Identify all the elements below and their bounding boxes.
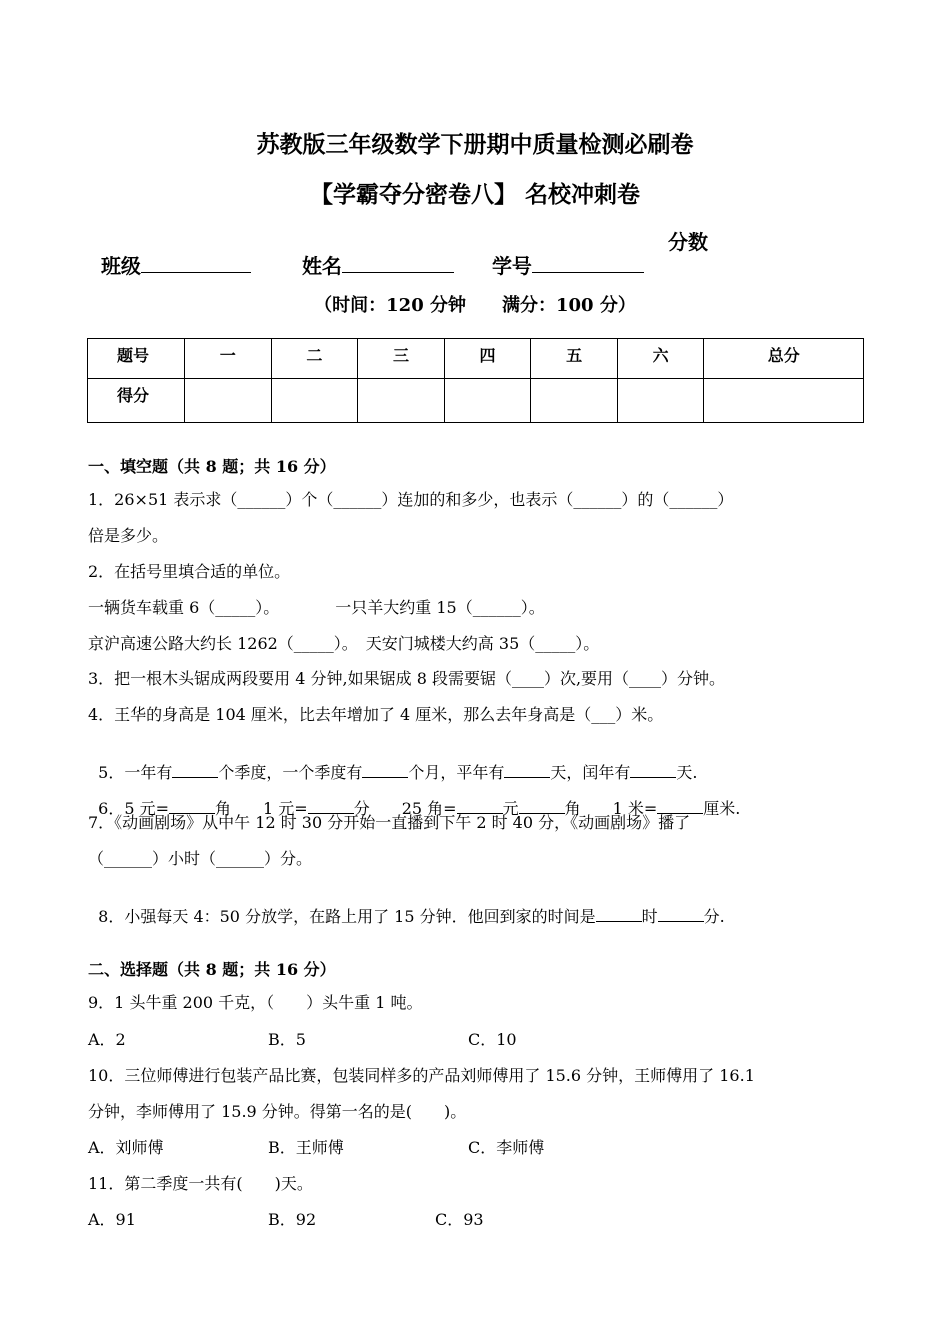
q8 xyxy=(88,884,725,928)
id-blank[interactable] xyxy=(532,258,644,273)
q10-option-c[interactable]: C．李师傅 xyxy=(468,1138,545,1157)
col-header: 二 xyxy=(271,339,358,379)
q11-option-a[interactable]: A．91 xyxy=(88,1210,136,1229)
score-table-header-row xyxy=(88,339,864,379)
q10-line2: 分钟，李师傅用了 15.9 分钟。得第一名的是( )。 xyxy=(88,1102,467,1121)
q9: 9．1 头牛重 200 千克，（ ）头牛重 1 吨。 xyxy=(88,993,423,1012)
score-cell[interactable] xyxy=(444,379,531,423)
q2-line1: 一辆货车载重 6（_____）。 一只羊大约重 15（______）。 xyxy=(88,598,545,617)
q6-text: 6．5 元= xyxy=(98,799,170,818)
score-cell[interactable] xyxy=(531,379,618,423)
q5-text: 个月，平年有 xyxy=(408,763,505,782)
section2-heading: 二、选择题（共 8 题；共 16 分） xyxy=(88,960,336,979)
answer-blank[interactable] xyxy=(596,907,642,922)
score-table xyxy=(87,338,864,423)
q6-text: 元 xyxy=(502,799,519,818)
q8-text: 分. xyxy=(703,907,725,926)
q9-option-b[interactable]: B．5 xyxy=(268,1030,306,1049)
q10-option-a[interactable]: A．刘师傅 xyxy=(88,1138,164,1157)
col-header: 总分 xyxy=(704,339,864,379)
q5-text: 5．一年有 xyxy=(98,763,173,782)
q1-line2: 倍是多少。 xyxy=(88,526,169,545)
q1-line1: 1．26×51 表示求（______）个（______）连加的和多少，也表示（______）的（______） xyxy=(88,490,734,509)
class-field xyxy=(87,226,251,279)
answer-blank[interactable] xyxy=(658,907,704,922)
page-title: 苏教版三年级数学下册期中质量检测必刷卷 xyxy=(256,131,694,158)
q3: 3．把一根木头锯成两段要用 4 分钟,如果锯成 8 段需要锯（____）次,要用（____）分钟。 xyxy=(88,669,726,688)
q5-text: 天. xyxy=(676,763,698,782)
section1-heading: 一、填空题（共 8 题；共 16 分） xyxy=(88,457,336,476)
q11-option-b[interactable]: B．92 xyxy=(268,1210,317,1229)
q6-text: 角 1 元= xyxy=(215,799,308,818)
q10-line1: 10．三位师傅进行包装产品比赛，包装同样多的产品刘师傅用了 15.6 分钟，王师傅用了 16.1 xyxy=(88,1066,755,1085)
q2-stem: 2．在括号里填合适的单位。 xyxy=(88,562,291,581)
q6-text: 角 1 米= xyxy=(564,799,658,818)
time-info: （时间：120 分钟 满分：100 分） xyxy=(314,295,636,316)
q5-text: 天，闰年有 xyxy=(550,763,631,782)
q6-text: 厘米. xyxy=(703,799,741,818)
score-cell[interactable] xyxy=(185,379,272,423)
q5-text: 个季度，一个季度有 xyxy=(218,763,363,782)
score-label: 分数 xyxy=(668,230,708,254)
q4: 4．王华的身高是 104 厘米，比去年增加了 4 厘米，那么去年身高是（___）米。 xyxy=(88,705,664,724)
q9-option-c[interactable]: C．10 xyxy=(468,1030,517,1049)
q2-line2: 京沪高速公路大约长 1262（_____）。 天安门城楼大约高 35（_____）。 xyxy=(88,634,600,653)
row-label-score: 得分 xyxy=(88,379,185,423)
row-label-question: 题号 xyxy=(88,339,185,379)
q10-option-b[interactable]: B．王师傅 xyxy=(268,1138,344,1157)
id-label: 学号 xyxy=(491,254,532,278)
q8-text: 时 xyxy=(641,907,658,926)
id-field xyxy=(478,226,644,279)
name-label: 姓名 xyxy=(301,254,342,278)
page-subtitle: 【学霸夺分密卷八】 名校冲刺卷 xyxy=(309,181,640,208)
col-header: 一 xyxy=(185,339,272,379)
name-field xyxy=(288,226,454,279)
q6-text: 分 25 角= xyxy=(353,799,457,818)
q11: 11．第二季度一共有( )天。 xyxy=(88,1174,313,1193)
q8-text: 8．小强每天 4：50 分放学，在路上用了 15 分钟．他回到家的时间是 xyxy=(98,907,596,926)
col-header: 三 xyxy=(358,339,445,379)
col-header: 五 xyxy=(531,339,618,379)
name-blank[interactable] xyxy=(342,258,454,273)
q9-option-a[interactable]: A．2 xyxy=(88,1030,126,1049)
col-header: 六 xyxy=(617,339,704,379)
q7-line2: （______）小时（______）分。 xyxy=(88,849,313,868)
score-table-score-row xyxy=(88,379,864,423)
col-header: 四 xyxy=(444,339,531,379)
score-cell[interactable] xyxy=(704,379,864,423)
score-cell[interactable] xyxy=(271,379,358,423)
q7-line1: 7．《动画剧场》从中午 12 时 30 分开始一直播到下午 2 时 40 分，《动画剧场》播了 xyxy=(88,813,691,832)
class-label: 班级 xyxy=(100,254,141,278)
class-blank[interactable] xyxy=(141,258,251,273)
score-cell[interactable] xyxy=(358,379,445,423)
score-cell[interactable] xyxy=(617,379,704,423)
q11-option-c[interactable]: C．93 xyxy=(435,1210,484,1229)
